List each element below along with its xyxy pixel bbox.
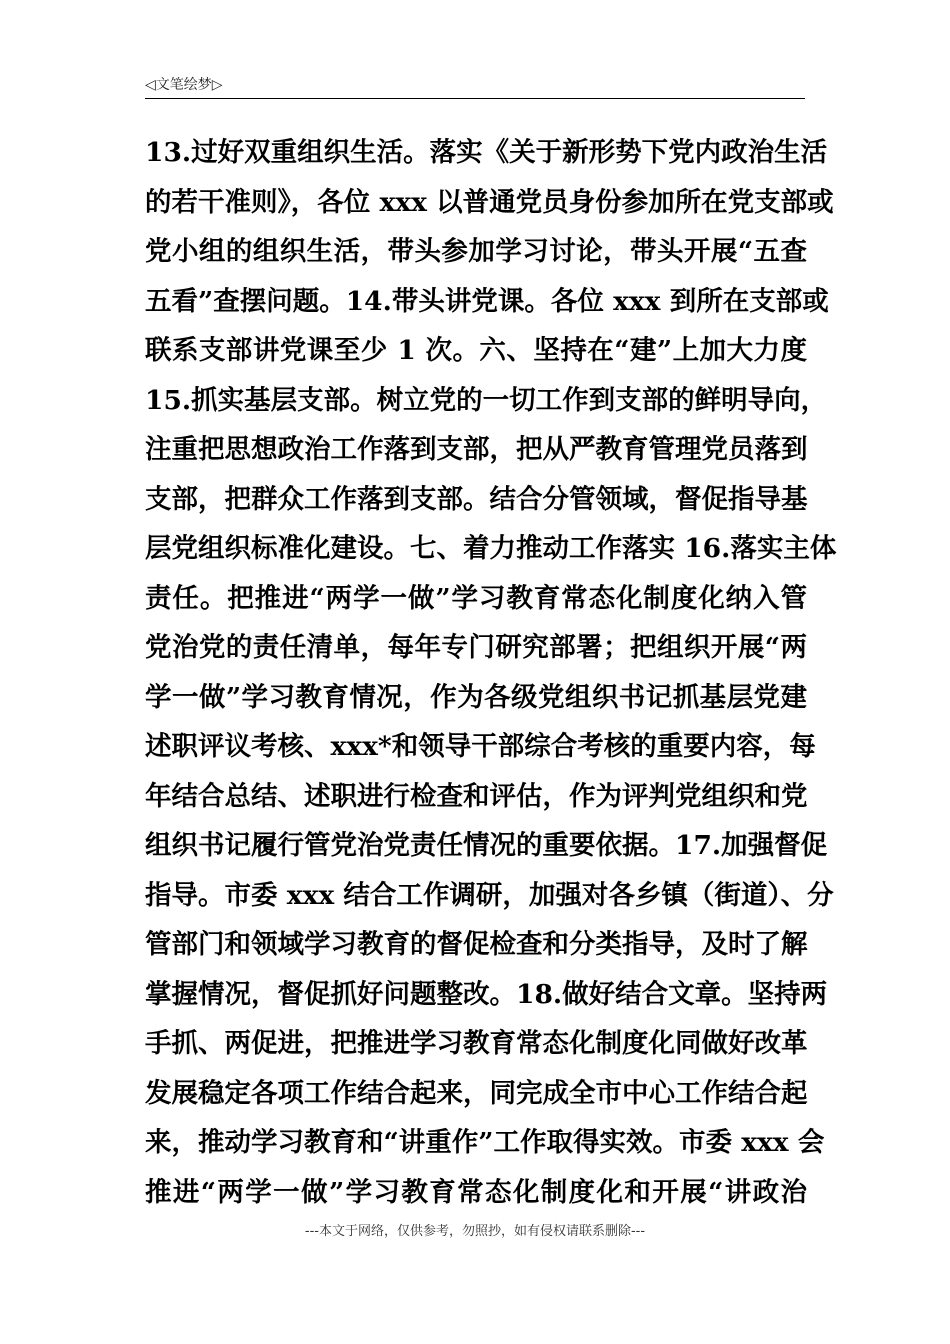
text-line: 发展稳定各项工作结合起来，同完成全市中心工作结合起 — [145, 1077, 808, 1109]
text-line: 注重把思想政治工作落到支部，把从严教育管理党员落到 — [145, 434, 808, 465]
text-line: 学一做”学习教育情况，作为各级党组织书记抓基层党建 — [145, 681, 807, 713]
text-line: 指导。市委 xxx 结合工作调研，加强对各乡镇（街道）、分 — [145, 879, 834, 911]
text-line: 15.抓实基层支部。树立党的一切工作到支部的鲜明导向， — [145, 384, 828, 416]
text-line: 的若干准则》，各位 xxx 以普通党员身份参加所在党支部或 — [145, 186, 834, 218]
text-line: 年结合总结、述职进行检查和评估，作为评判党组织和党 — [145, 780, 808, 812]
text-line: 党小组的组织生活，带头参加学习讨论，带头开展“五查 — [145, 236, 807, 267]
text-line: 述职评议考核、xxx*和领导干部综合考核的重要内容，每 — [145, 731, 816, 762]
text-line: 掌握情况，督促抓好问题整改。18.做好结合文章。坚持两 — [145, 978, 828, 1010]
page-header — [145, 72, 805, 99]
text-line: 管部门和领域学习教育的督促检查和分类指导，及时了解 — [145, 929, 808, 960]
text-line: 层党组织标准化建设。七、着力推动工作落实 16.落实主体 — [145, 533, 837, 564]
text-line: 联系支部讲党课至少 1 次。六、坚持在“建”上加大力度 — [145, 335, 807, 366]
document-body — [145, 128, 837, 1217]
text-line: 五看”查摆问题。14.带头讲党课。各位 xxx 到所在支部或 — [145, 285, 829, 317]
text-line: 党治党的责任清单，每年专门研究部署；把组织开展“两 — [145, 632, 807, 663]
text-line: 来，推动学习教育和“讲重作”工作取得实效。市委 xxx 会 — [145, 1127, 825, 1158]
page-footer: ---本文于网络，仅供参考，勿照抄，如有侵权请联系删除--- — [304, 1224, 646, 1239]
text-line: 责任。把推进“两学一做”学习教育常态化制度化纳入管 — [145, 582, 807, 614]
text-line: 组织书记履行管党治党责任情况的重要依据。17.加强督促 — [145, 830, 828, 861]
header-title: ◁文笔绘梦▷ — [145, 77, 223, 93]
text-line: 推进“两学一做”学习教育常态化制度化和开展“讲政治 — [145, 1176, 807, 1208]
text-line: 支部，把群众工作落到支部。结合分管领域，督促指导基 — [145, 483, 808, 515]
text-line: 13.过好双重组织生活。落实《关于新形势下党内政治生活 — [145, 137, 828, 168]
text-line: 手抓、两促进，把推进学习教育常态化制度化同做好改革 — [145, 1028, 808, 1059]
